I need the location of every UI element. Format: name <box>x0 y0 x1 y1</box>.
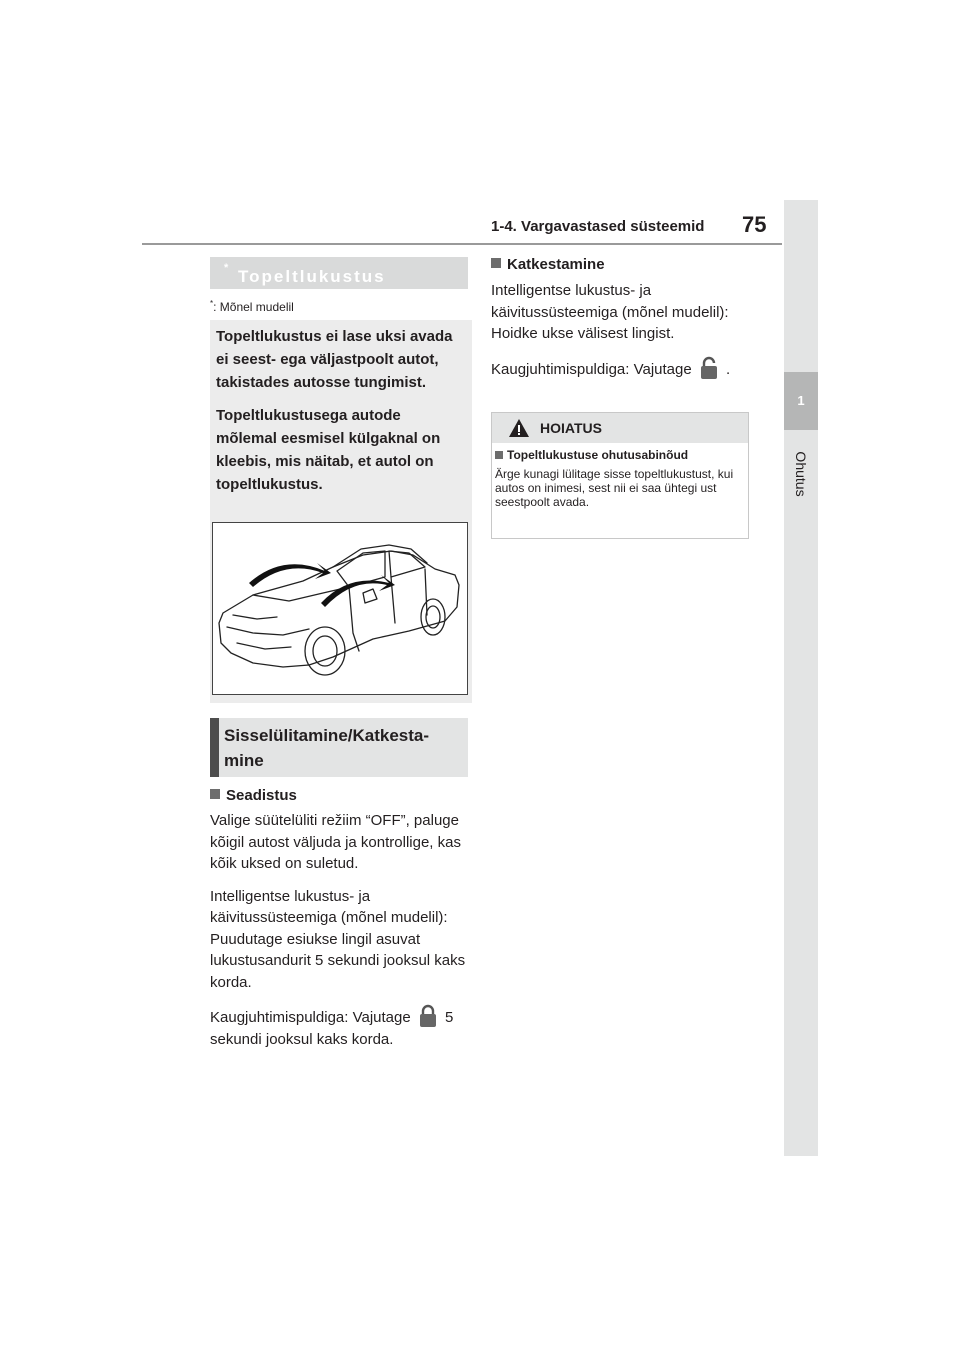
chapter-label-text: Ohutus <box>793 451 809 497</box>
setting-p3-before: Kaugjuhtimispuldiga: Vajutage <box>210 1009 411 1026</box>
topic-title-text: Topeltlukustus <box>238 267 386 286</box>
setting-p3-after: 5 sekundi jooksul kaks korda. <box>210 1009 454 1048</box>
warning-header <box>492 413 748 443</box>
warning-triangle-icon <box>508 418 530 438</box>
car-illustration <box>212 522 468 695</box>
warning-subheading-text: Topeltlukustuse ohutusabinõud <box>507 448 689 462</box>
topic-title-box <box>210 257 468 289</box>
square-bullet-icon <box>491 258 501 268</box>
cancel-paragraph-1: Intelligentse lukustus- ja käivitussüsteemiga (mõnel mudelil): Hoidke ukse välisest lingist. <box>491 282 729 342</box>
lock-icon <box>418 1004 438 1028</box>
cancel-text <box>491 280 753 391</box>
header-rule <box>142 243 782 245</box>
footnote-text: : Mõnel mudelil <box>213 300 294 314</box>
topic-title <box>224 262 386 286</box>
footnote-asterisk: * <box>210 299 214 308</box>
chapter-number: 1 <box>784 372 818 430</box>
square-bullet-icon <box>495 451 503 459</box>
square-bullet-icon <box>210 789 220 799</box>
activation-heading-line-2: mine <box>224 751 264 770</box>
setting-heading <box>210 787 297 804</box>
cancel-paragraph-2 <box>491 356 753 381</box>
cancel-p2-after: . <box>726 360 731 378</box>
warning-subheading <box>495 448 688 462</box>
activation-heading <box>224 723 460 773</box>
setting-text <box>210 810 472 1061</box>
chapter-side-tab <box>784 200 818 1156</box>
activation-heading-line-1: Sisselülitamine/Katkesta- <box>224 726 430 745</box>
car-drawing <box>213 523 467 694</box>
setting-heading-text: Seadistus <box>226 787 297 804</box>
warning-text: Ärge kunagi lülitage sisse topeltlukustust, kui autos on inimesi, sest nii ei saa ühtegi ust seestpoolt avada. <box>495 467 734 509</box>
activation-heading-box <box>210 718 468 777</box>
setting-paragraph-1: Valige süütelüliti režiim “OFF”, paluge kõigil autost väljuda ja kontrollige, kas kõik uksed on suletud. <box>210 812 461 872</box>
unlock-icon <box>699 356 719 380</box>
warning-label: HOIATUS <box>540 420 602 436</box>
intro-paragraph-2: Topeltlukustusega autode mõlemal eesmisel külgaknal on kleebis, mis näitab, et autol on topeltlukustus. <box>216 407 441 493</box>
title-asterisk: * <box>224 262 231 274</box>
intro-paragraph-1: Topeltlukustus ei lase uksi avada ei seest- ega väljastpoolt autot, takistades autosse tungimist. <box>216 328 453 391</box>
section-title: 1-4. Vargavastased süsteemid <box>491 218 705 235</box>
setting-paragraph-2: Intelligentse lukustus- ja käivitussüsteemiga (mõnel mudelil): Puudutage esiukse lingil asuvat lukustusandurit 5 sekundi jooksul kaks korda. <box>210 887 466 991</box>
setting-paragraph-3 <box>210 1004 472 1050</box>
footnote <box>210 299 294 314</box>
chapter-label <box>788 438 814 508</box>
cancel-heading-text: Katkestamine <box>507 256 605 273</box>
intro-text <box>216 325 464 506</box>
cancel-heading <box>491 256 605 273</box>
cancel-p2-before: Kaugjuhtimispuldiga: Vajutage <box>491 360 692 378</box>
heading-accent-bar <box>210 718 219 777</box>
page-number: 75 <box>742 212 767 237</box>
